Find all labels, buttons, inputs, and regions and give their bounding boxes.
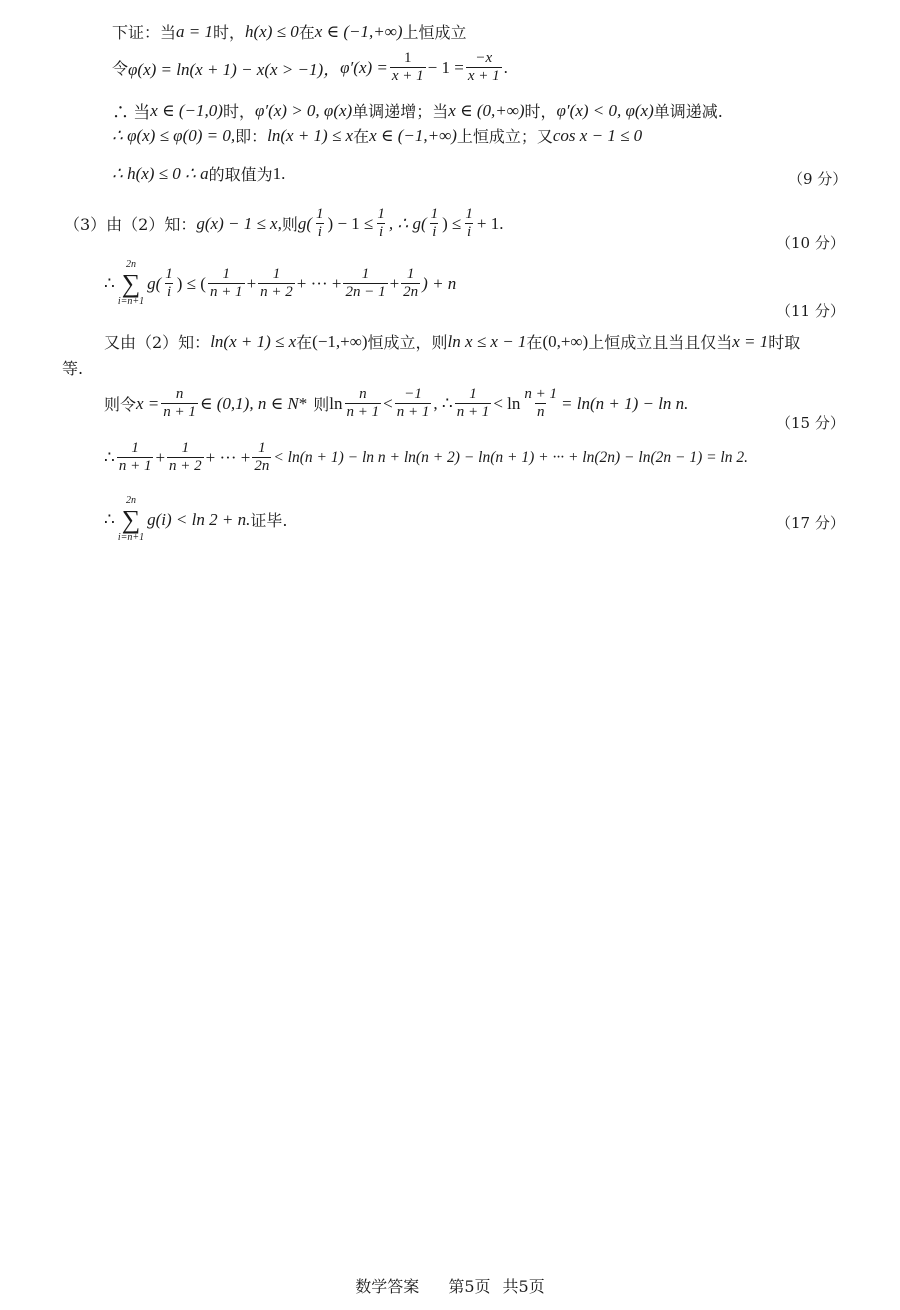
fraction [390,50,426,86]
numerator: 1 [316,206,324,222]
math: , ∴ [433,393,453,413]
math: φ(x) = ln(x + 1) − x(x > −1)， [128,60,341,80]
footer-page-number: 第5页 [448,1277,491,1296]
math: φ′(x) = [340,57,388,77]
text: 则令 [104,395,137,415]
math: ∴ [104,509,115,529]
text: 在 [526,333,543,352]
denominator: n + 2 [169,458,202,475]
text: 上恒成立；又 [456,127,553,146]
text: 下证：当 [112,23,177,42]
text: 在 [296,333,313,352]
denominator: n + 1 [209,284,243,301]
text: 上恒成立且当且仅当 [588,333,733,352]
fraction [401,266,420,302]
text: 令 [112,59,129,79]
text: 则 [313,395,330,415]
text: 时， [213,23,246,42]
math: 1. [272,163,286,183]
sum-lower: i=n+1 [117,296,145,308]
fraction [161,386,198,422]
math: < [383,393,393,413]
denominator: n + 2 [260,284,293,301]
sum-inequality-line [104,260,456,307]
denominator: i [379,224,384,241]
math: g(i) < ln 2 + n. [147,509,251,529]
proof-line-8 [104,330,800,353]
score-mark: （15 分） [776,414,845,432]
math: g( [147,273,162,293]
sigma-icon: ∑ [121,269,141,298]
text: 单调递增；当 [352,102,449,121]
sum-upper: 2n [125,259,136,270]
footer-total-pages: 共5页 [502,1277,545,1296]
text: 等. [62,359,84,378]
text: 又由（2）知： [104,333,211,352]
denominator: i [432,224,437,241]
math: , ∴ g( [388,213,427,233]
math: ∴ [104,447,115,467]
math: ∴ φ(x) ≤ φ(0) = 0, [112,125,236,145]
numerator: −1 [404,386,422,402]
numerator: 1 [377,206,385,222]
proof-line-3 [112,98,723,123]
math: x ∈ (−1,+∞) [314,21,403,41]
fraction [466,50,502,86]
math: < ln [493,393,521,413]
superscript: * [298,393,308,413]
text: 则 [281,215,298,235]
fraction [314,206,326,242]
math: = ln(n + 1) − ln n. [561,393,689,413]
proof-line-1 [112,20,467,43]
numerator: 1 [430,206,439,222]
proof-line-9 [104,386,688,422]
fraction [208,266,245,302]
math: + [389,273,400,293]
math: φ′(x) > 0, φ(x) [254,100,353,120]
denominator: 2n [403,284,419,301]
math: + ··· + [205,447,251,467]
fraction [345,386,382,422]
math: (−1,+∞) [312,331,368,351]
page-footer [0,1274,900,1297]
telescoping-line [104,440,748,476]
math: ∴ h(x) ≤ 0 ∴ a [112,163,209,183]
fraction [522,386,559,422]
math: ∈ (0,1), n ∈ N [199,393,299,413]
denominator: n + 1 [456,404,490,421]
math: + 1. [476,213,504,233]
math: g( [297,213,313,233]
math: ) + n [422,273,457,293]
fraction [258,266,295,302]
text: 时取 [768,333,801,352]
math: ln [329,393,343,413]
fraction [167,440,204,476]
fraction [455,386,492,422]
denominator: x + 1 [467,68,500,85]
text: 时， [222,102,255,121]
denominator: n + 1 [346,404,380,421]
denominator: x + 1 [391,68,424,85]
numerator: 1 [165,265,173,282]
math: . [503,57,508,77]
math: + [246,273,257,293]
numerator: 1 [258,440,266,456]
proof-line-5 [112,162,285,185]
text: 单调递减. [653,102,723,121]
sum-lower: i=n+1 [117,532,145,544]
denominator: n + 1 [163,404,196,421]
math: ln(x + 1) ≤ x [267,125,354,145]
summation [118,260,144,307]
numerator: 1 [361,265,370,282]
math: x = 1 [732,331,769,351]
conclusion-line [104,496,287,543]
math: ) ≤ [442,213,462,233]
math: g(x) − 1 ≤ x, [196,213,282,233]
fraction [375,206,387,242]
text: （3）由（2）知： [64,215,197,235]
denominator: 2n − 1 [345,284,386,301]
math: + [155,447,166,467]
denominator: i [317,224,322,241]
numerator: 1 [131,440,139,456]
numerator: 1 [406,265,415,282]
denominator: n + 1 [396,404,430,421]
text: 即： [235,127,268,146]
denominator: i [467,224,472,241]
math: ln x ≤ x − 1 [447,331,527,351]
fraction [463,206,475,242]
score-mark: （11 分） [776,302,845,320]
numerator: 1 [222,265,230,282]
proof-line-2 [112,50,508,86]
numerator: n [175,386,184,402]
fraction [252,440,271,476]
numerator: 1 [272,265,281,282]
proof-line-8-cont [62,356,83,379]
numerator: 1 [465,206,473,222]
math: ) ≤ ( [176,273,206,293]
numerator: n [359,386,367,402]
text: 时， [524,102,557,121]
text: 在 [353,127,370,146]
math: h(x) ≤ 0 [245,21,299,41]
math: x ∈ (−1,0) [150,100,223,120]
math: φ′(x) < 0, φ(x) [556,100,654,120]
score-mark: （17 分） [776,514,845,532]
math: x ∈ (0,+∞) [448,100,525,120]
numerator: 1 [469,386,477,402]
footer-subject: 数学答案 [355,1277,420,1296]
fraction [343,266,387,302]
numerator: −x [475,50,493,66]
text: 恒成立，则 [367,333,448,352]
math: cos x − 1 ≤ 0 [552,125,643,145]
numerator: 1 [181,440,190,456]
fraction [117,440,154,476]
numerator: n + 1 [524,386,557,402]
math: − 1 = [427,57,464,77]
score-mark: （9 分） [788,170,848,188]
math: (0,+∞) [542,331,589,351]
text: 上恒成立 [402,23,467,42]
fraction [395,386,432,422]
proof-line-4 [112,124,642,147]
text: 的取值为 [208,165,273,184]
text: ∴ 当 [112,103,151,122]
math: + ··· + [296,273,342,293]
math: a = 1 [176,21,213,41]
summation [118,496,144,543]
denominator: n + 1 [118,458,152,475]
math: x ∈ (−1,+∞) [369,125,457,145]
math: x = [136,393,160,413]
fraction [163,266,175,302]
denominator: n [536,404,545,421]
fraction [429,206,441,242]
score-mark: （10 分） [776,234,845,252]
text: 证毕. [250,511,288,531]
numerator: 1 [404,50,412,66]
sum-upper: 2n [125,495,136,506]
denominator: 2n [254,458,270,475]
denominator: i [166,284,172,301]
text: 在 [298,23,315,42]
part3-line [64,206,503,242]
math: ∴ [104,273,115,293]
math: ) − 1 ≤ [327,213,374,233]
math: < ln(n + 1) − ln n + ln(n + 2) − ln(n + 1) + ··· + ln(2n) − ln(2n − 1) = ln 2. [273,448,748,466]
sigma-icon: ∑ [121,505,141,534]
math: ln(x + 1) ≤ x [210,331,297,351]
